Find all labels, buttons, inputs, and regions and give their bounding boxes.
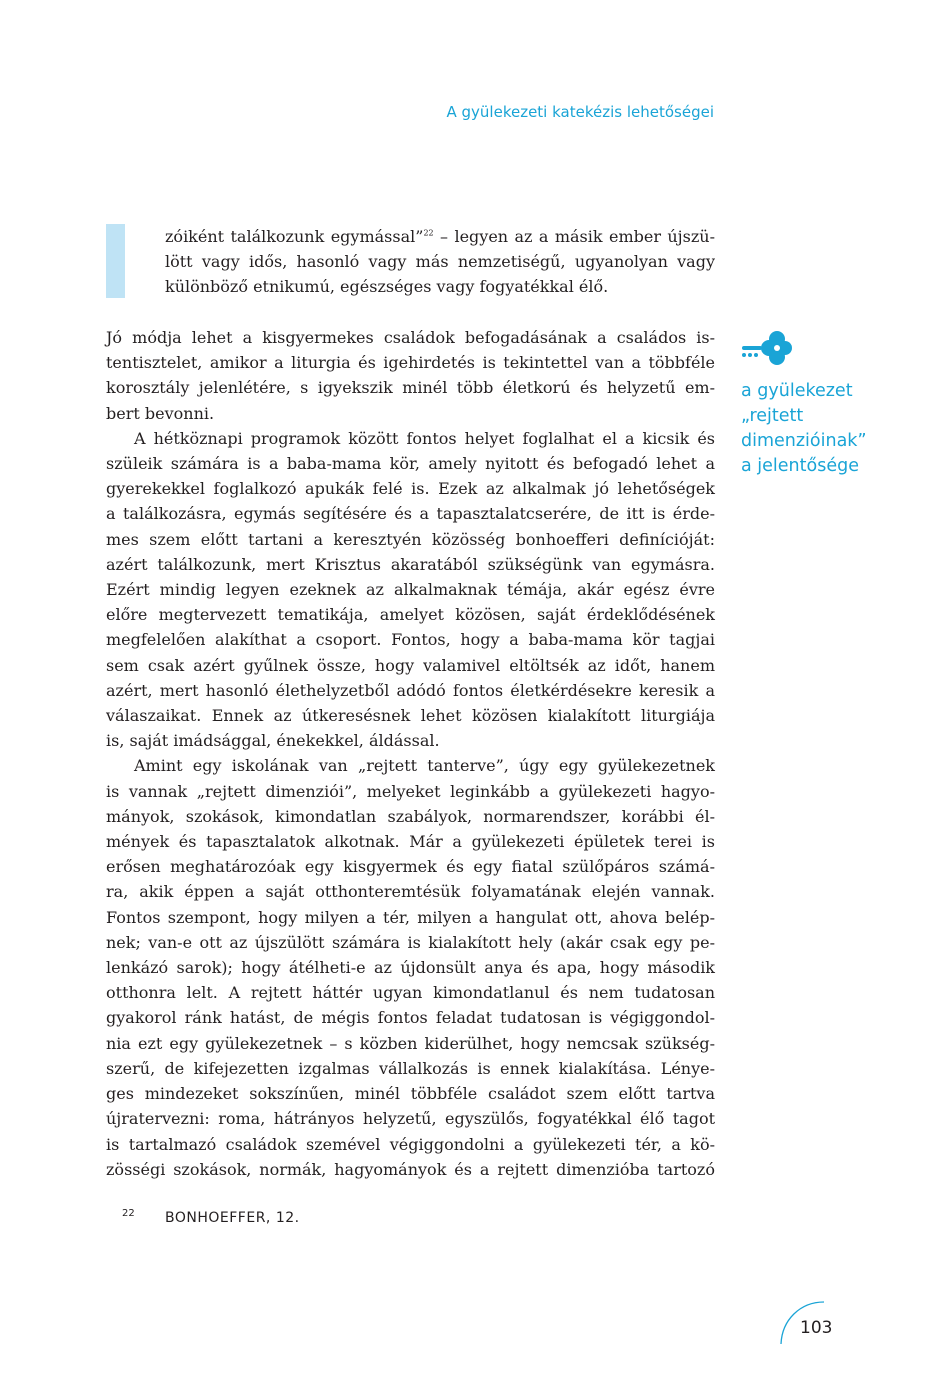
footnote-number: 22 xyxy=(122,1208,135,1219)
body-line: erősen meghatározóak egy kisgyermek és egy fiatal szülőpáros számá- xyxy=(106,857,715,877)
body-line: válaszaikat. Ennek az útkeresésnek lehet közösen kialakított liturgiája xyxy=(106,706,715,726)
body-line: a találkozásra, egymás segítésére és a tapasztalatcserére, de itt is érde- xyxy=(106,504,715,524)
quote-line: lött vagy idős, hasonló vagy más nemzetiségű, ugyanolyan vagy xyxy=(165,252,715,271)
quote-bar xyxy=(106,224,125,298)
quote-line: különböző etnikumú, egészséges vagy fogyatékkal élő. xyxy=(165,277,609,296)
body-line: Jó módja lehet a kisgyermekes családok befogadásának a családos is- xyxy=(106,328,715,347)
block-quote xyxy=(165,224,715,299)
body-line: Ezért mindig legyen ezeknek az alkalmaknak témája, akár egész évre xyxy=(106,580,715,600)
body-line: tentisztelet, amikor a liturgia és igehirdetés is tekintettel van a többféle xyxy=(106,353,715,373)
quote-text: zóiként találkozunk egymással” xyxy=(165,227,424,246)
body-line: azért találkozunk, mert Krisztus akaratából szükségünk van egymásra. xyxy=(106,554,715,574)
body-line: ges mindezeket sokszínűen, minél többféle családot szem előtt tartva xyxy=(106,1084,715,1104)
footnote-ref: 22 xyxy=(423,228,434,238)
body-line: Amint egy iskolának van „rejtett tanterve”, úgy egy gyülekezetnek xyxy=(134,756,715,776)
body-line: mények és tapasztalatok alkotnak. Már a gyülekezeti épületek terei is xyxy=(106,832,715,852)
body-line: gyakorol ránk hatást, de mégis fontos feladat tudatosan is végiggondol- xyxy=(106,1008,715,1028)
body-line: ra, akik éppen a saját otthonteremtésük folyamatának elején vannak. xyxy=(106,882,715,902)
body-line: azért, mert hasonló élethelyzetből adódó fontos életkérdésekre keresik a xyxy=(106,680,715,700)
body-line: Fontos szempont, hogy milyen a tér, milyen a hangulat ott, ahova belép- xyxy=(106,907,715,927)
body-line: mányok, szokások, kimondatlan szabályok, normarendszer, korábbi él- xyxy=(106,806,715,826)
body-line: is vannak „rejtett dimenziói”, melyeket leginkább a gyülekezeti hagyo- xyxy=(106,781,715,801)
body-line: nia ezt egy gyülekezetnek – s közben kiderülhet, hogy nemcsak szükség- xyxy=(106,1033,715,1053)
body-line: előre megtervezett tematikája, amelyet közösen, saját érdeklődésének xyxy=(106,605,715,625)
page-number: 103 xyxy=(800,1318,833,1338)
body-line: szerű, de kifejezetten izgalmas vállalkozás is ennek kialakítása. Lénye- xyxy=(106,1058,715,1078)
quote-text: – legyen az a másik ember újszü- xyxy=(433,227,715,246)
key-icon xyxy=(742,330,792,366)
running-head: A gyülekezeti katekézis lehetőségei xyxy=(446,103,714,121)
margin-note-line: dimenzióinak” xyxy=(741,431,867,451)
margin-note-line: a gyülekezet xyxy=(741,381,853,401)
body-line: szüleik számára is a baba-mama kör, amely nyitott és befogadó lehet a xyxy=(106,454,715,474)
body-line: mes szem előtt tartani a keresztyén közösség bonhoefferi definícióját: xyxy=(106,529,715,549)
body-line: újratervezni: roma, hátrányos helyzetű, egyszülős, fogyatékkal élő tagot xyxy=(106,1109,715,1129)
body-line: sem csak azért gyűlnek össze, hogy valamivel eltöltsék az időt, hanem xyxy=(106,655,715,675)
body-line: megfelelően alakíthat a csoport. Fontos, hogy a baba-mama kör tagjai xyxy=(106,630,715,650)
margin-note-line: a jelentősége xyxy=(741,456,859,476)
body-line: gyerekekkel foglalkozó apukák felé is. Ezek az alkalmak jó lehetőségek xyxy=(106,479,715,499)
main-text xyxy=(106,325,715,1182)
body-line: otthonra lelt. A rejtett háttér ugyan kimondatlanul és nem tudatosan xyxy=(106,983,715,1003)
body-line: nek; van-e ott az újszülött számára is kialakított hely (akár csak egy pe- xyxy=(106,932,715,952)
body-line: bert bevonni. xyxy=(106,403,215,423)
footnote-text: BONHOEFFER, 12. xyxy=(165,1210,300,1226)
quote-line xyxy=(165,224,715,249)
body-line: A hétköznapi programok között fontos helyet foglalhat el a kicsik és xyxy=(134,428,715,448)
body-line: zösségi szokások, normák, hagyományok és a rejtett dimenzióba tartozó xyxy=(106,1159,715,1179)
body-line: lenkázó sarok); hogy átélheti-e az újdonsült anya és apa, hogy második xyxy=(106,958,715,978)
body-line: is, saját imádsággal, énekekkel, áldással. xyxy=(106,731,440,751)
body-line: is tartalmazó családok szemével végiggondolni a gyülekezeti tér, a kö- xyxy=(106,1134,715,1154)
body-line: korosztály jelenlétére, s igyekszik minél több életkorú és helyzetű em- xyxy=(106,378,715,398)
margin-note xyxy=(741,379,911,479)
margin-note-line: „rejtett xyxy=(741,406,804,426)
